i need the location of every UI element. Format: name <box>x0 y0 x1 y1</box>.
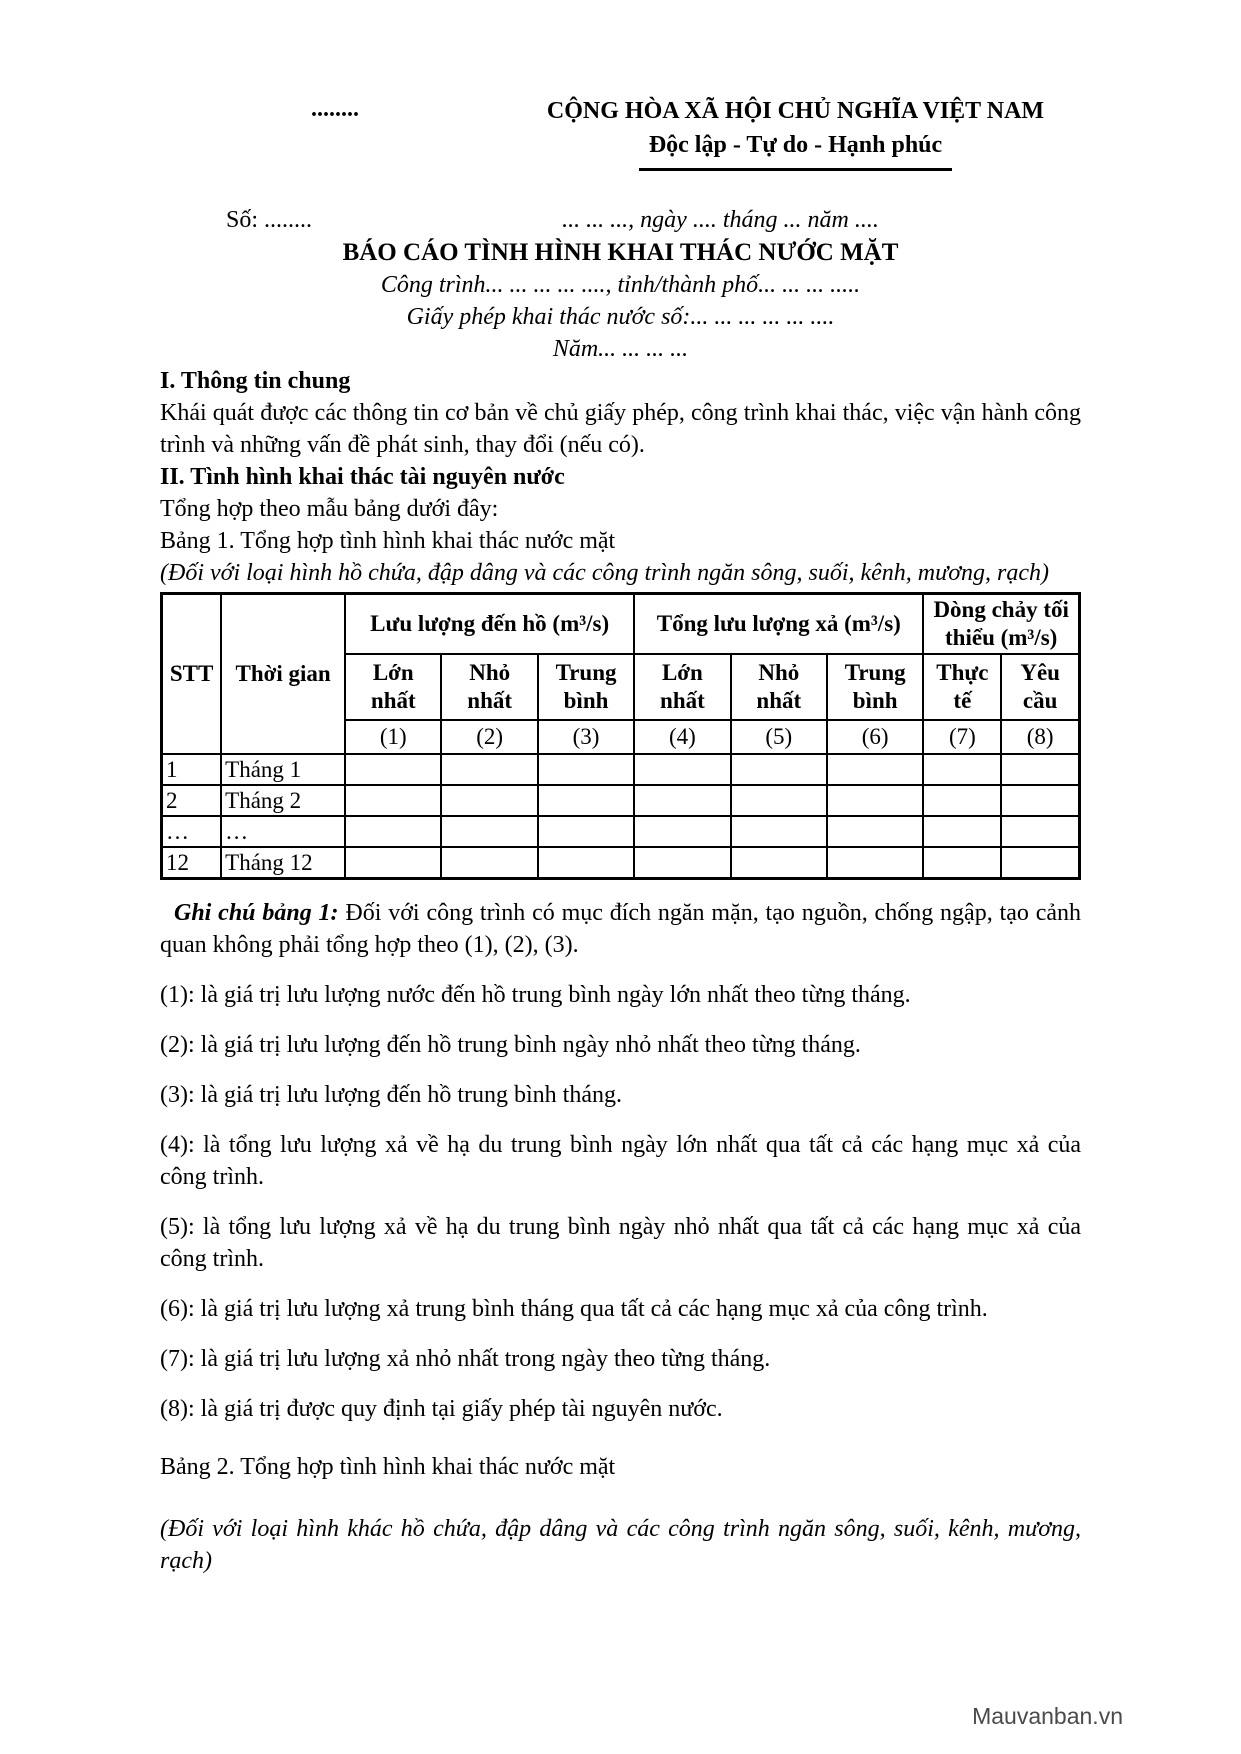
year-line: Năm... ... ... ... <box>552 336 689 362</box>
license-line: Giấy phép khai thác nước số:... ... ... ... ... .... <box>406 304 835 330</box>
table-cell-empty <box>634 816 730 847</box>
table-cell-empty <box>1001 816 1079 847</box>
table-cell-empty <box>345 754 441 785</box>
section-2-paragraph: Tổng hợp theo mẫu bảng dưới đây: <box>160 496 499 522</box>
table-cell-empty <box>441 785 537 816</box>
table-cell-empty <box>345 785 441 816</box>
place-date-line: ... ... ..., ngày .... tháng ... năm .... <box>562 207 879 233</box>
col-header-actual: Thực tế <box>923 654 1001 720</box>
table-2-caption: Bảng 2. Tổng hợp tình hình khai thác nước mặt <box>160 1454 616 1480</box>
table-cell-empty <box>923 754 1001 785</box>
national-header-right <box>510 96 1081 171</box>
section-1-heading: I. Thông tin chung <box>160 368 351 394</box>
table-1 <box>160 592 1081 880</box>
table-cell-empty <box>827 754 923 785</box>
table-cell-empty <box>538 816 634 847</box>
table-1-scope-note: (Đối với loại hình hồ chứa, đập dâng và các công trình ngăn sông, suối, kênh, mương, rạch) <box>160 560 1050 586</box>
number-date-row <box>160 207 1081 234</box>
col-number-3: (3) <box>538 720 634 754</box>
table-2-scope-note: (Đối với loại hình khác hồ chứa, đập dâng và các công trình ngăn sông, suối, kênh, mương, rạch) <box>160 1516 1081 1574</box>
table-cell-empty <box>923 816 1001 847</box>
row-time: Tháng 12 <box>221 847 345 879</box>
table-cell-empty <box>538 785 634 816</box>
table-cell-empty <box>538 754 634 785</box>
table-cell-empty <box>634 754 730 785</box>
table-cell-empty <box>731 754 827 785</box>
table-cell-empty <box>827 847 923 879</box>
col-number-2: (2) <box>441 720 537 754</box>
national-motto <box>510 132 1081 171</box>
document-number: Số: ........ <box>226 207 313 233</box>
footnote-item: (4): là tổng lưu lượng xả về hạ du trung bình ngày lớn nhất qua tất cả các hạng mục xả của công trình. <box>160 1132 1081 1190</box>
table-cell-empty <box>441 754 537 785</box>
table-cell-empty <box>634 785 730 816</box>
table-row <box>162 816 1080 847</box>
table-cell-empty <box>345 816 441 847</box>
table-cell-empty <box>1001 847 1079 879</box>
national-header <box>160 96 1081 171</box>
col-header-min-2: Nhỏ nhất <box>731 654 827 720</box>
col-header-avg-1: Trung bình <box>538 654 634 720</box>
footnote-item: (3): là giá trị lưu lượng đến hồ trung bình tháng. <box>160 1082 622 1108</box>
col-number-5: (5) <box>731 720 827 754</box>
table-1-caption: Bảng 1. Tổng hợp tình hình khai thác nước mặt <box>160 528 616 554</box>
col-header-stt: STT <box>162 594 222 755</box>
section-1-paragraph: Khái quát được các thông tin cơ bản về chủ giấy phép, công trình khai thác, việc vận hành công trình và những vấn đề phát sinh, thay đổi (nếu có). <box>160 400 1081 458</box>
col-header-max-1: Lớn nhất <box>345 654 441 720</box>
col-group-discharge: Tổng lưu lượng xả (m³/s) <box>634 594 923 655</box>
footnote-item: (7): là giá trị lưu lượng xả nhỏ nhất trong ngày theo từng tháng. <box>160 1346 771 1372</box>
row-stt: … <box>162 816 222 847</box>
issuer-dots: ........ <box>311 96 359 122</box>
project-line: Công trình... ... ... ... ...., tỉnh/thành phố... ... ... ..... <box>380 272 861 298</box>
row-stt: 2 <box>162 785 222 816</box>
col-header-max-2: Lớn nhất <box>634 654 730 720</box>
col-number-1: (1) <box>345 720 441 754</box>
footnote-item: (1): là giá trị lưu lượng nước đến hồ trung bình ngày lớn nhất theo từng tháng. <box>160 982 911 1008</box>
footnote-item: (5): là tổng lưu lượng xả về hạ du trung bình ngày nhỏ nhất qua tất cả các hạng mục xả của công trình. <box>160 1214 1081 1272</box>
table-row <box>162 785 1080 816</box>
report-title: BÁO CÁO TÌNH HÌNH KHAI THÁC NƯỚC MẶT <box>342 239 899 266</box>
col-header-time: Thời gian <box>221 594 345 755</box>
table-cell-empty <box>538 847 634 879</box>
row-time: … <box>221 816 345 847</box>
national-title: CỘNG HÒA XÃ HỘI CHỦ NGHĨA VIỆT NAM <box>546 98 1045 124</box>
col-number-4: (4) <box>634 720 730 754</box>
col-number-6: (6) <box>827 720 923 754</box>
table-row <box>162 847 1080 879</box>
watermark-site-name: Mauvanban.vn <box>972 1703 1123 1729</box>
section-2-heading: II. Tình hình khai thác tài nguyên nước <box>160 464 565 490</box>
table-cell-empty <box>923 785 1001 816</box>
col-header-avg-2: Trung bình <box>827 654 923 720</box>
table-cell-empty <box>345 847 441 879</box>
col-number-7: (7) <box>923 720 1001 754</box>
table-cell-empty <box>441 847 537 879</box>
table-cell-empty <box>827 785 923 816</box>
table-cell-empty <box>731 785 827 816</box>
col-header-required: Yêu cầu <box>1001 654 1079 720</box>
table-cell-empty <box>731 847 827 879</box>
table-cell-empty <box>1001 785 1079 816</box>
row-time: Tháng 1 <box>221 754 345 785</box>
footnote-item: (2): là giá trị lưu lượng đến hồ trung bình ngày nhỏ nhất theo từng tháng. <box>160 1032 861 1058</box>
col-number-8: (8) <box>1001 720 1079 754</box>
footnote-intro-text: Đối với công trình có mục đích ngăn mặn, tạo nguồn, chống ngập, tạo cảnh quan không phải tổng hợp theo (1), (2), (3). <box>160 900 1082 958</box>
col-group-inflow: Lưu lượng đến hồ (m³/s) <box>345 594 634 655</box>
table-cell-empty <box>441 816 537 847</box>
table-cell-empty <box>923 847 1001 879</box>
table-cell-empty <box>634 847 730 879</box>
table-row <box>162 754 1080 785</box>
row-time: Tháng 2 <box>221 785 345 816</box>
row-stt: 12 <box>162 847 222 879</box>
table-header-group-row <box>162 594 1080 655</box>
table-1-footnote-intro <box>160 897 1081 961</box>
row-stt: 1 <box>162 754 222 785</box>
table-cell-empty <box>1001 754 1079 785</box>
footnote-item: (8): là giá trị được quy định tại giấy phép tài nguyên nước. <box>160 1396 723 1422</box>
footnote-item: (6): là giá trị lưu lượng xả trung bình tháng qua tất cả các hạng mục xả của công trình. <box>160 1296 988 1322</box>
footnote-label: Ghi chú bảng 1: <box>174 900 339 926</box>
national-motto-text: Độc lập - Tự do - Hạnh phúc <box>639 132 952 171</box>
col-group-minflow: Dòng chảy tối thiểu (m³/s) <box>923 594 1079 655</box>
table-cell-empty <box>731 816 827 847</box>
table-cell-empty <box>827 816 923 847</box>
col-header-min-1: Nhỏ nhất <box>441 654 537 720</box>
